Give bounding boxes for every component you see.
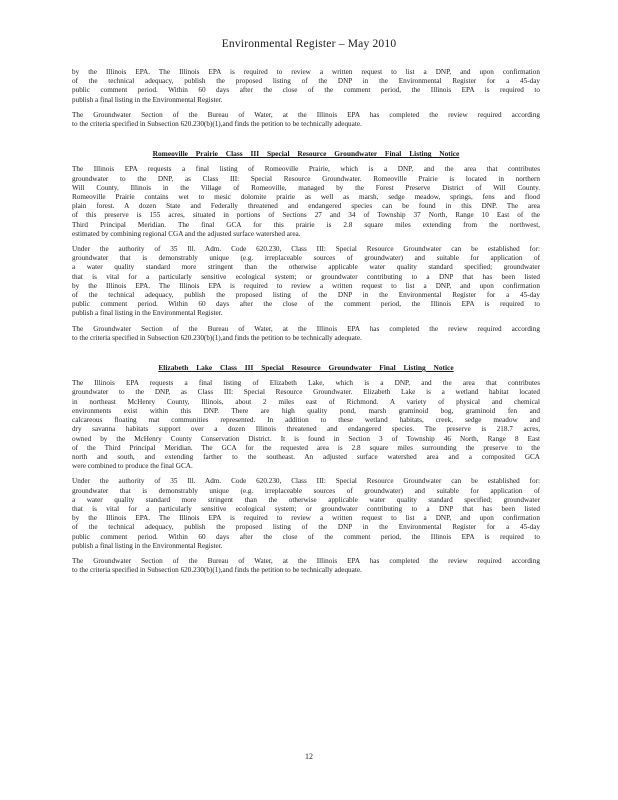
text-line: Will County, Illinois in the Village of Romeoville, managed by the Forest Preserve District of Will County. bbox=[72, 183, 540, 192]
text-line: were combined to produce the final GCA. bbox=[72, 462, 193, 471]
text-line: to the criteria specified in Subsection 620.230(b)(1),and finds the petition to be technically adequate. bbox=[72, 333, 362, 342]
paragraph bbox=[72, 111, 540, 129]
text-line: The Groundwater Section of the Bureau of Water, at the Illinois EPA has completed the review required according bbox=[72, 110, 540, 119]
text-line: groundwater that is demonstrably unique (e.g. irreplaceable sources of groundwater) and suitable for application of bbox=[72, 486, 540, 495]
text-line: a water quality standard more stringent than the otherwise applicable water quality standard specified; groundwater bbox=[72, 263, 540, 272]
section-heading-elizabeth-lake: Elizabeth Lake Class III Special Resource Groundwater Final Listing Notice bbox=[158, 363, 454, 373]
text-line: Romeoville Prairie contains wet to mesic dolomite prairie as well as marsh, sedge meadow, springs, fens and flood bbox=[72, 193, 540, 202]
page-body bbox=[72, 68, 540, 581]
text-line: a water quality standard more stringent than the otherwise applicable water quality standard specified; groundwater bbox=[72, 495, 540, 504]
text-line: public comment period. Within 60 days after the close of the comment period, the Illinois EPA is required to bbox=[72, 532, 540, 541]
text-line: in northeast McHenry County, Illinois, about 2 miles east of Richmond. A variety of physical and chemical bbox=[72, 397, 540, 406]
text-line: The Illinois EPA requests a final listing of Romeoville Prairie, which is a DNP, and the area that contributes bbox=[72, 165, 540, 174]
text-line: The Illinois EPA requests a final listing of Elizabeth Lake, which is a DNP, and the area that contributes bbox=[72, 379, 540, 388]
text-line: The Groundwater Section of the Bureau of Water, at the Illinois EPA has completed the review required according bbox=[72, 324, 540, 333]
text-line: by the Illinois EPA. The Illinois EPA is required to review a written request to list a DNP, and upon confirmation bbox=[72, 281, 540, 290]
text-line: north and south, and extending farther to the southeast. An adjusted surface watershed area and a composited GCA bbox=[72, 452, 540, 461]
text-line: that is vital for a particularly sensitive ecological system; or groundwater contributing to a DNP that has been listed bbox=[72, 504, 540, 513]
text-line: public comment period. Within 60 days after the close of the comment period, the Illinois EPA is required to bbox=[72, 86, 540, 95]
text-line: publish a final listing in the Environmental Register. bbox=[72, 541, 223, 550]
text-line: by the Illinois EPA. The Illinois EPA is required to review a written request to list a DNP, and upon confirmation bbox=[72, 514, 540, 523]
text-line: to the criteria specified in Subsection 620.230(b)(1),and finds the petition to be technically adequate. bbox=[72, 566, 362, 575]
text-line: The Groundwater Section of the Bureau of Water, at the Illinois EPA has completed the review required according bbox=[72, 556, 540, 565]
text-line: of the technical adequacy, publish the proposed listing of the DNP in the Environmental Register for a 45-day bbox=[72, 77, 540, 86]
running-header: Environmental Register – May 2010 bbox=[221, 38, 397, 50]
text-line: of the technical adequacy, publish the proposed listing of the DNP in the Environmental Register for a 45-day bbox=[72, 523, 540, 532]
text-line: groundwater to the DNP, as Class III: Special Resource Groundwater. Elizabeth Lake is a wetland habitat located bbox=[72, 388, 540, 397]
text-line: environments exist within this DNP. There are high quality pond, marsh graminoid bog, graminoid fen and bbox=[72, 406, 540, 415]
section-heading-romeoville: Romeoville Prairie Class III Special Resource Groundwater Final Listing Notice bbox=[152, 149, 460, 159]
text-line: groundwater to the DNP, as Class III: Special Resource Groundwater. Romeoville Prairie is located in northern bbox=[72, 174, 540, 183]
text-line: groundwater that is demonstrably unique (e.g. irreplaceable sources of groundwater) and suitable for application of bbox=[72, 254, 540, 263]
text-line: calcareous floating mat communities represented. In addition to these wetland habitats, creek, sedge meadow and bbox=[72, 416, 540, 425]
text-line: publish a final listing in the Environmental Register. bbox=[72, 95, 223, 104]
text-line: of the Third Principal Meridian. The GCA for the requested area is 2.8 square miles surrounding the preserve to the bbox=[72, 443, 540, 452]
text-line: publish a final listing in the Environmental Register. bbox=[72, 309, 223, 318]
paragraph bbox=[72, 68, 540, 105]
text-line: Third Principal Meridian. The final GCA for this prairie is 2.8 square miles extending from the northwest, bbox=[72, 220, 540, 229]
text-line: public comment period. Within 60 days after the close of the comment period, the Illinois EPA is required to bbox=[72, 300, 540, 309]
paragraph bbox=[72, 325, 540, 343]
text-line: Under the authority of 35 Ill. Adm. Code 620.230, Class III: Special Resource Groundwater can be established for: bbox=[72, 477, 540, 486]
text-line: Under the authority of 35 Ill. Adm. Code 620.230, Class III: Special Resource Groundwater can be established for: bbox=[72, 245, 540, 254]
text-line: to the criteria specified in Subsection 620.230(b)(1),and finds the petition to be technically adequate. bbox=[72, 120, 362, 129]
text-line: of this preserve is 155 acres, situated in portions of Sections 27 and 34 of Township 37 North, Range 10 East of the bbox=[72, 211, 540, 220]
text-line: dry savanna habitats support over a dozen Illinois threatened and endangered species. The preserve is 218.7 acres, bbox=[72, 425, 540, 434]
paragraph bbox=[72, 245, 540, 319]
text-line: that is vital for a particularly sensitive ecological system; or groundwater contributing to a DNP that has been listed bbox=[72, 272, 540, 281]
paragraph bbox=[72, 379, 540, 471]
text-line: plain forest. A dozen State and Federally threatened and endangered species can be found in this DNP. The area bbox=[72, 202, 540, 211]
text-line: by the Illinois EPA. The Illinois EPA is required to review a written request to list a DNP, and upon confirmation bbox=[72, 68, 540, 76]
text-line: of the technical adequacy, publish the proposed listing of the DNP in the Environmental Register for a 45-day bbox=[72, 291, 540, 300]
page-number: 12 bbox=[305, 752, 313, 761]
paragraph bbox=[72, 557, 540, 575]
text-line: estimated by combining regional CGA and the adjusted surface watershed area. bbox=[72, 229, 301, 238]
text-line: owned by the McHenry County Conservation District. It is found in Section 3 of Township 46 North, Range 8 East bbox=[72, 434, 540, 443]
paragraph bbox=[72, 477, 540, 551]
paragraph bbox=[72, 165, 540, 239]
